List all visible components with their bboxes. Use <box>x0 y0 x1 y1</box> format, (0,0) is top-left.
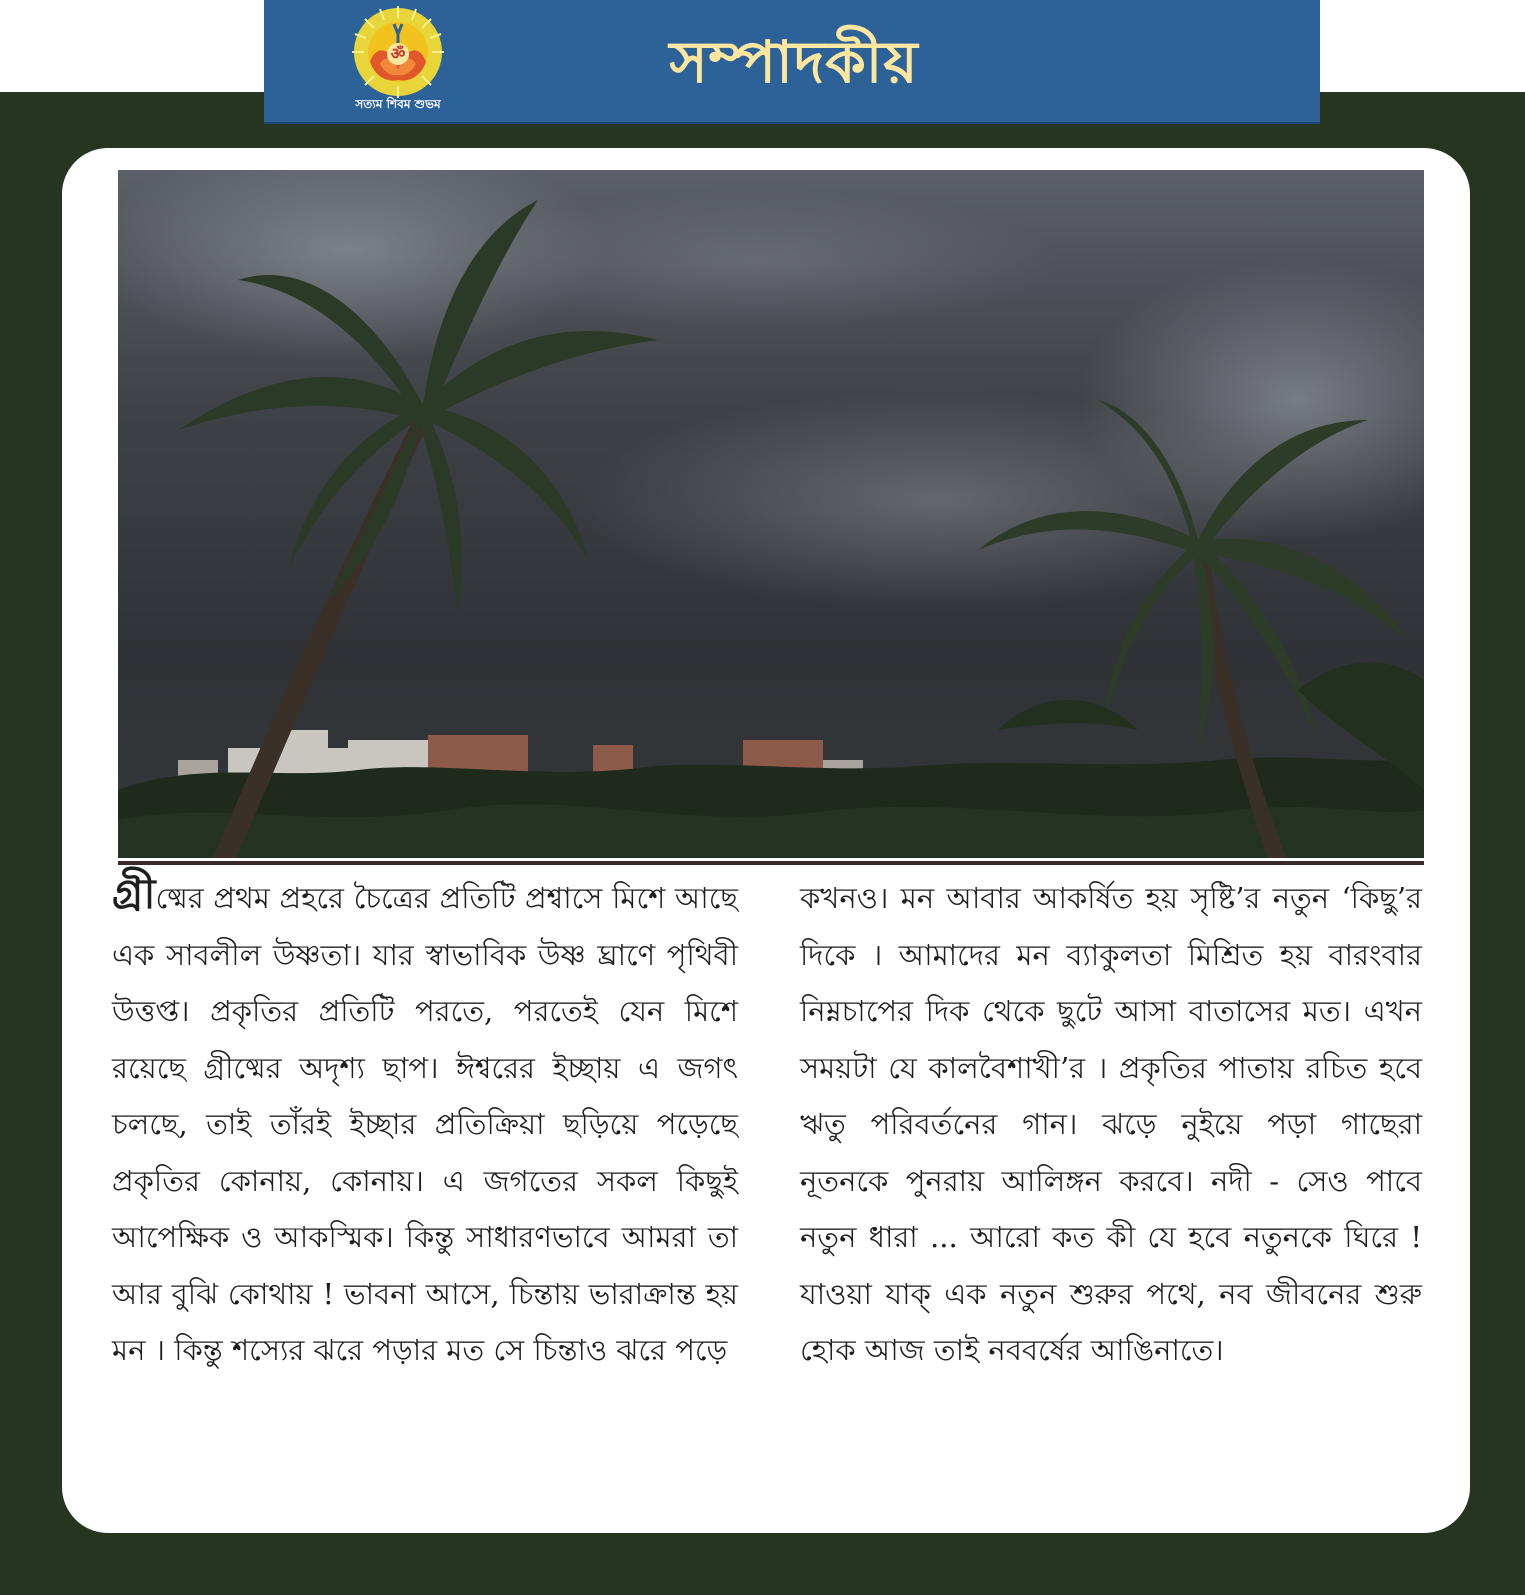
om-symbol: ॐ <box>390 44 406 63</box>
article-card <box>62 148 1470 1533</box>
logo-motto: সত্যম শিবম শুভম <box>355 97 441 111</box>
header-banner <box>264 0 1320 124</box>
article-column-right <box>800 870 1422 1379</box>
storm-clouds-palm-trees-photo <box>118 170 1424 858</box>
article-left-paragraph <box>112 870 738 1379</box>
article-left-text: ষ্মের প্রথম প্রহরে চৈত্রের প্রতিটি প্রশ্বাসে মিশে আছে এক সাবলীল উষ্ণতা। যার স্বাভাবিক উষ্ণ ঘ্রাণে পৃথিবী উত্তপ্ত। প্রকৃতির প্রতিটি পরতে, পরতেই যেন মিশে রয়েছে গ্রীষ্মের অদৃশ্য ছাপ। ঈশ্বরের ইচ্ছায় এ জগৎ চলছে, তাই তাঁরই ইচ্ছার প্রতিক্রিয়া ছড়িয়ে পড়েছে প্রকৃতির কোনায়, কোনায়। এ জগতের সকল কিছুই আপেক্ষিক ও আকস্মিক। কিন্তু সাধারণভাবে আমরা তা আর বুঝি কোথায় ! ভাবনা আসে, চিন্তায় ভারাক্রান্ত হয় মন । কিন্তু শস্যের ঝরে পড়ার মত সে চিন্তাও ঝরে পড়ে <box>112 881 738 1367</box>
om-sun-lotus-logo-icon <box>350 4 446 116</box>
article-right-paragraph: কখনও। মন আবার আকর্ষিত হয় সৃষ্টি’র নতুন ‘কিছু’র দিকে । আমাদের মন ব্যাকুলতা মিশ্রিত হয় বারংবার নিম্নচাপের দিক থেকে ছুটে আসা বাতাসের মত। এখন সময়টা যে কালবৈশাখী’র । প্রকৃতির পাতায় রচিত হবে ঋতু পরিবর্তনের গান। ঝড়ে নুইয়ে পড়া গাছেরা নূতনকে পুনরায় আলিঙ্গন করবে। নদী - সেও পাবে নতুন ধারা ... আরো কত কী যে হবে নতুনকে ঘিরে ! যাওয়া যাক্ এক নতুন শুরুর পথে, নব জীবনের শুরু হোক আজ তাই নববর্ষের আঙিনাতে। <box>800 881 1422 1367</box>
article-column-left <box>112 870 738 1379</box>
drop-cap: গ্রী <box>112 869 156 918</box>
storm-photo-illustration <box>118 170 1424 858</box>
photo-divider <box>118 861 1424 865</box>
page-title: সম্পাদকীয় <box>669 28 919 96</box>
